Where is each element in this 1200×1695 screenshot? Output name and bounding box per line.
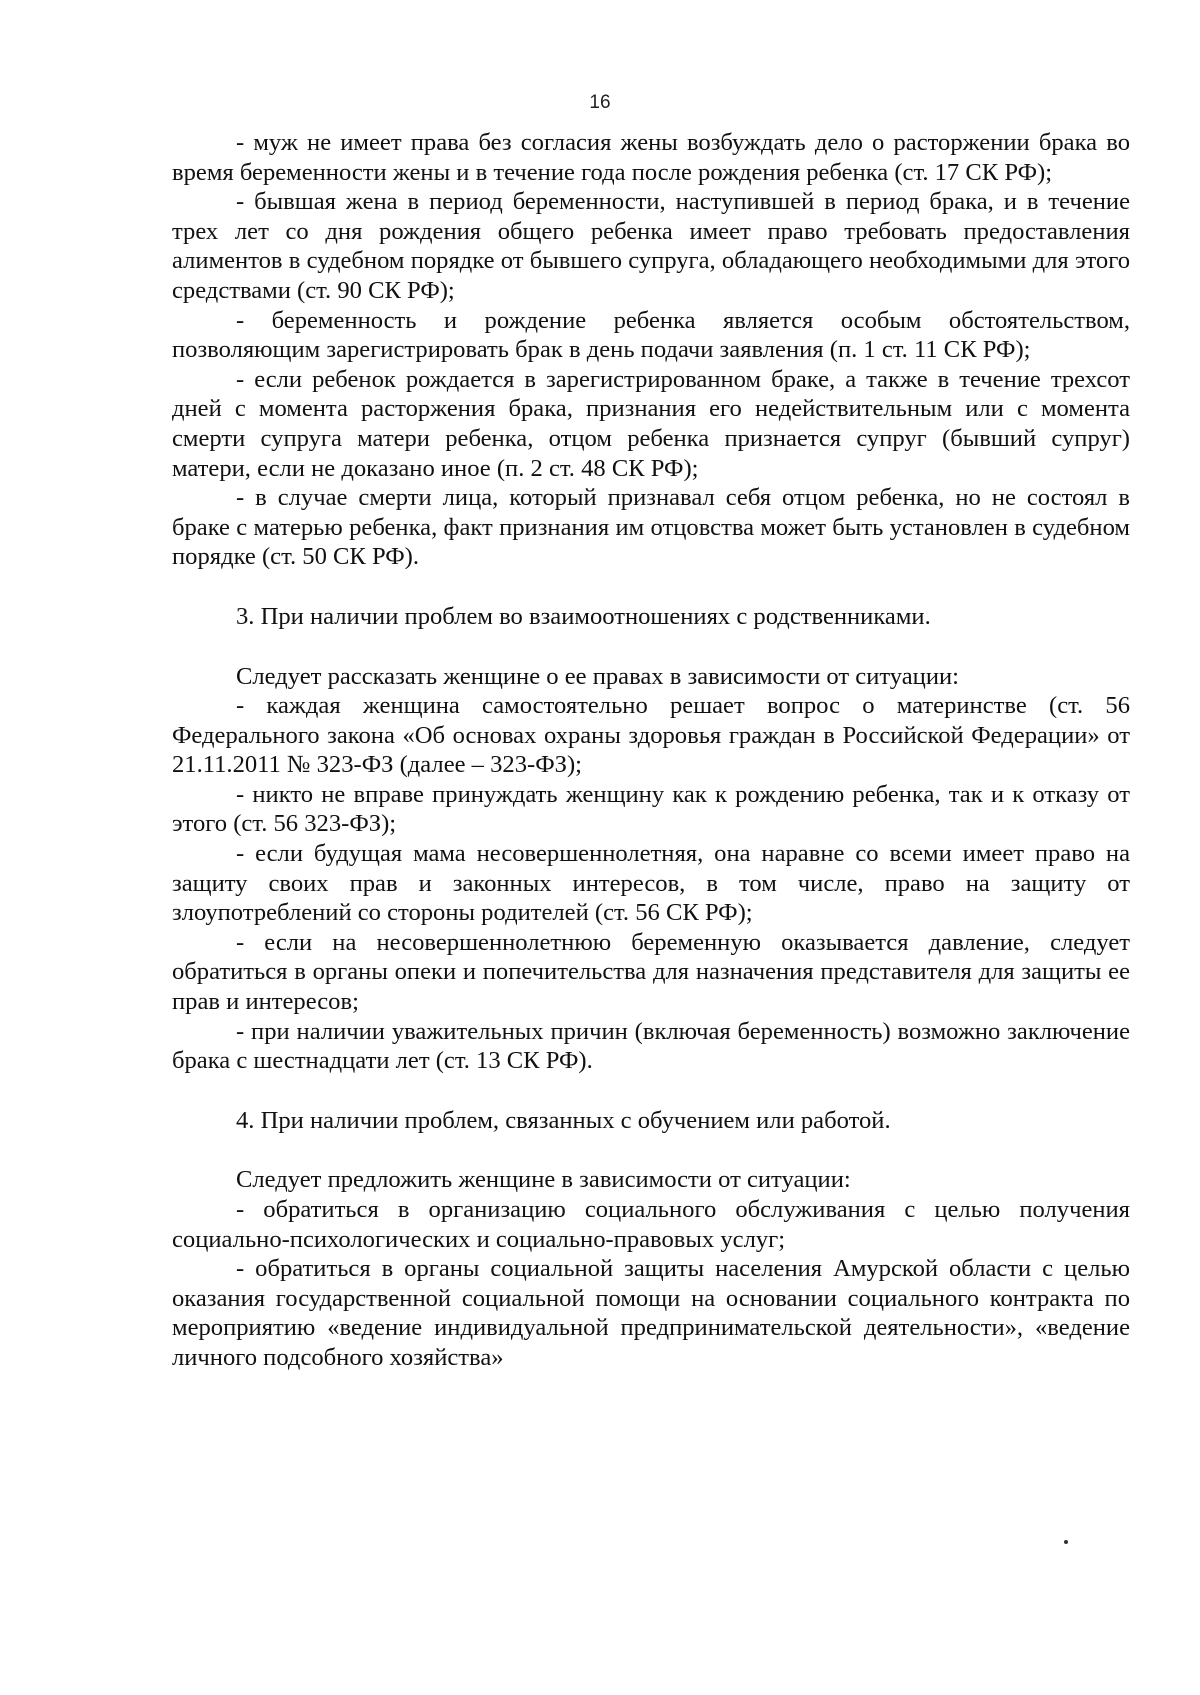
scan-speck xyxy=(1064,1540,1068,1544)
list-item: - беременность и рождение ребенка является особым обстоятельством, позволяющим зарегистрировать брак в день подачи заявления (п. 1 ст. 11 СК РФ); xyxy=(172,306,1130,364)
list-item: - если на несовершеннолетнюю беременную оказывается давление, следует обратиться в органы опеки и попечительства для назначения представителя для защиты ее прав и интересов; xyxy=(172,928,1130,1016)
paragraph-gap xyxy=(172,632,1130,662)
list-item: - обратиться в органы социальной защиты населения Амурской области с целью оказания государственной социальной помощи на основании социального контракта по мероприятию «ведение индивидуальной предпринимательской деятельности», «ведение личного подсобного хозяйства» xyxy=(172,1255,1130,1371)
list-item: - обратиться в организацию социального обслуживания с целью получения социально-психологических и социально-правовых услуг; xyxy=(172,1196,1130,1253)
document-body xyxy=(172,128,1130,1373)
page-number: 16 xyxy=(589,92,611,113)
section-intro-3: Следует рассказать женщине о ее правах в зависимости от ситуации: xyxy=(236,662,959,690)
section-intro-4: Следует предложить женщине в зависимости от ситуации: xyxy=(236,1166,851,1194)
list-item: - никто не вправе принуждать женщину как к рождению ребенка, так и к отказу от этого (ст. 56 323-ФЗ); xyxy=(172,780,1130,838)
list-item: - бывшая жена в период беременности, наступившей в период брака, и в течение трех лет со дня рождения общего ребенка имеет право требовать предоставления алиментов в судебном порядке от бывшего супруга, обладающего необходимыми для этого средствами (ст. 90 СК РФ); xyxy=(172,188,1130,304)
list-item: - каждая женщина самостоятельно решает вопрос о материнстве (ст. 56 Федерального закона «Об основах охраны здоровья граждан в Российской Федерации» от 21.11.2011 № 323-ФЗ (далее – 323-ФЗ); xyxy=(172,692,1130,779)
list-item: - если будущая мама несовершеннолетняя, она наравне со всеми имеет право на защиту своих прав и законных интересов, в том числе, право на защиту от злоупотреблений со стороны родителей (ст. 56 СК РФ); xyxy=(172,840,1130,927)
section-heading-3: 3. При наличии проблем во взаимоотношениях с родственниками. xyxy=(236,602,931,630)
paragraph-gap xyxy=(172,572,1130,602)
paragraph-gap xyxy=(172,1135,1130,1165)
list-item: - муж не имеет права без согласия жены возбуждать дело о расторжении брака во время беременности жены и в течение года после рождения ребенка (ст. 17 СК РФ); xyxy=(172,129,1130,186)
section-heading-4: 4. При наличии проблем, связанных с обучением или работой. xyxy=(236,1106,891,1134)
list-item: - при наличии уважительных причин (включая беременность) возможно заключение брака с шестнадцати лет (ст. 13 СК РФ). xyxy=(172,1017,1130,1075)
paragraph-gap xyxy=(172,1076,1130,1106)
list-item: - в случае смерти лица, который признавал себя отцом ребенка, но не состоял в браке с матерью ребенка, факт признания им отцовства может быть установлен в судебном порядке (ст. 50 СК РФ). xyxy=(172,484,1130,571)
list-item: - если ребенок рождается в зарегистрированном браке, а также в течение трехсот дней с момента расторжения брака, признания его недействительным или с момента смерти супруга матери ребенка, отцом ребенка признается супруг (бывший супруг) матери, если не доказано иное (п. 2 ст. 48 СК РФ); xyxy=(172,365,1130,482)
